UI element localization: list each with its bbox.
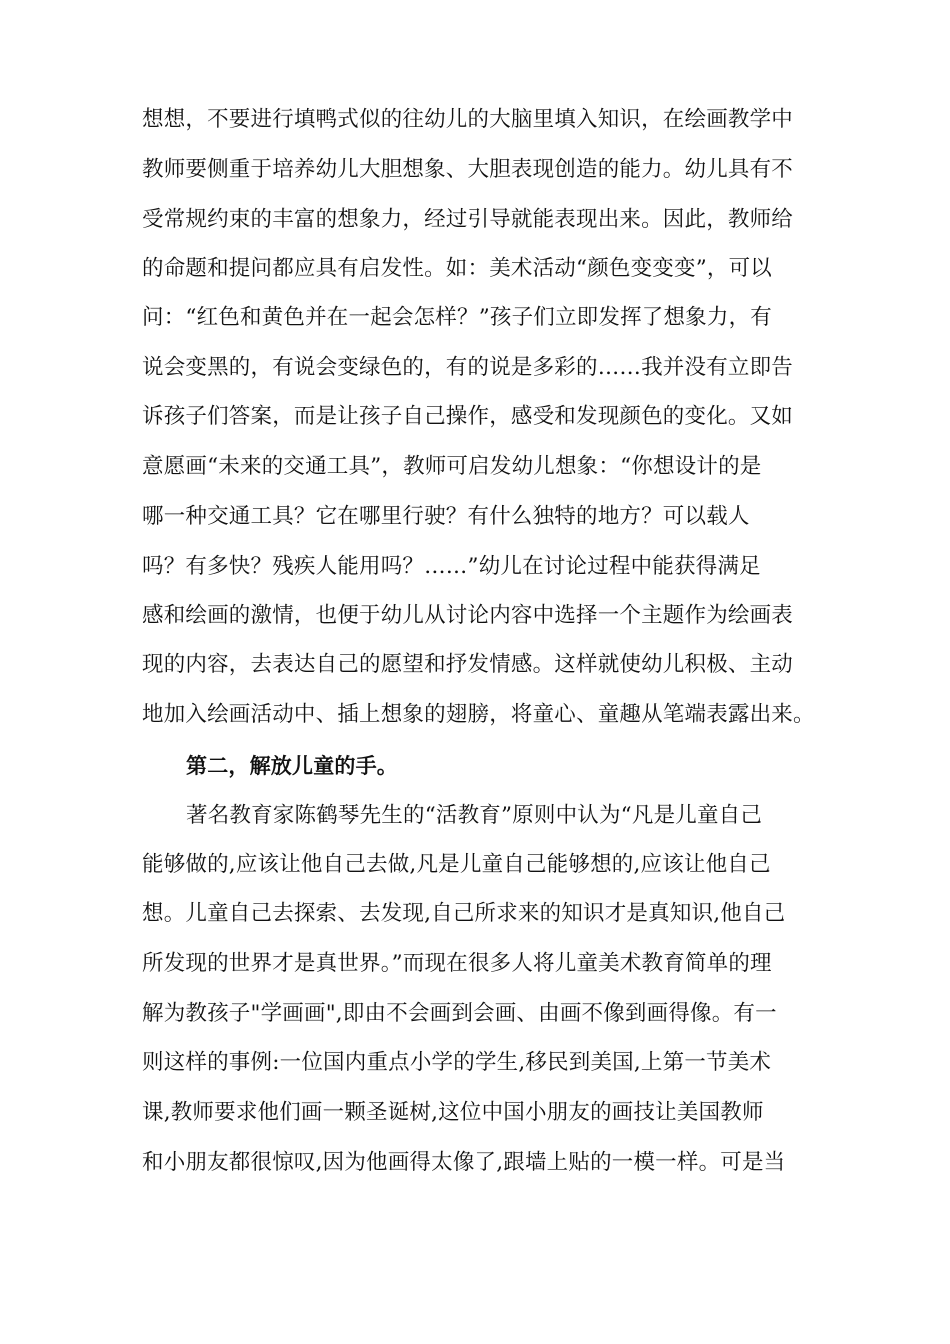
text-line: 受常规约束的丰富的想象力，经过引导就能表现出来。因此，教师给: [142, 207, 794, 232]
text-line: 和小朋友都很惊叹,因为他画得太像了,跟墙上贴的一模一样。可是当: [142, 1150, 786, 1175]
text-line: 解为教孩子"学画画",即由不会画到会画、由画不像到画得像。有一: [142, 1001, 777, 1026]
text-line: 能够做的,应该让他自己去做,凡是儿童自己能够想的,应该让他自己: [142, 852, 771, 877]
text-line: 意愿画“未来的交通工具”，教师可启发幼儿想象：“你想设计的是: [142, 454, 762, 479]
text-line: 现的内容，去表达自己的愿望和抒发情感。这样就使幼儿积极、主动: [142, 652, 794, 677]
text-line: 课,教师要求他们画一颗圣诞树,这位中国小朋友的画技让美国教师: [142, 1100, 764, 1125]
text-line: 想。儿童自己去探索、去发现,自己所求来的知识才是真知识,他自己: [142, 901, 786, 926]
text-line: 问：“红色和黄色并在一起会怎样？”孩子们立即发挥了想象力，有: [142, 305, 772, 330]
section-heading: 第二，解放儿童的手。: [186, 754, 398, 778]
text-line: 教师要侧重于培养幼儿大胆想象、大胆表现创造的能力。幼儿具有不: [142, 157, 794, 182]
text-line: 则这样的事例:一位国内重点小学的学生,移民到美国,上第一节美术: [142, 1050, 772, 1075]
text-line: 说会变黑的，有说会变绿色的，有的说是多彩的……我并没有立即告: [142, 355, 794, 380]
text-line: 吗？有多快？残疾人能用吗？……”幼儿在讨论过程中能获得满足: [142, 554, 761, 579]
text-line: 哪一种交通工具？它在哪里行驶？有什么独特的地方？可以载人: [142, 504, 750, 529]
text-line: 感和绘画的激情，也便于幼儿从讨论内容中选择一个主题作为绘画表: [142, 603, 794, 628]
text-line: 诉孩子们答案，而是让孩子自己操作，感受和发现颜色的变化。又如: [142, 404, 794, 429]
text-line: 的命题和提问都应具有启发性。如：美术活动“颜色变变变”，可以: [142, 256, 772, 281]
text-line: 著名教育家陈鹤琴先生的“活教育”原则中认为“凡是儿童自己: [186, 803, 763, 828]
text-line: 所发现的世界才是真世界。”而现在很多人将儿童美术教育简单的理: [142, 951, 772, 976]
text-line: 想想，不要进行填鸭式似的往幼儿的大脑里填入知识，在绘画教学中: [142, 107, 794, 132]
text-line: 地加入绘画活动中、插上想象的翅膀，将童心、童趣从笔端表露出来。: [142, 702, 815, 727]
